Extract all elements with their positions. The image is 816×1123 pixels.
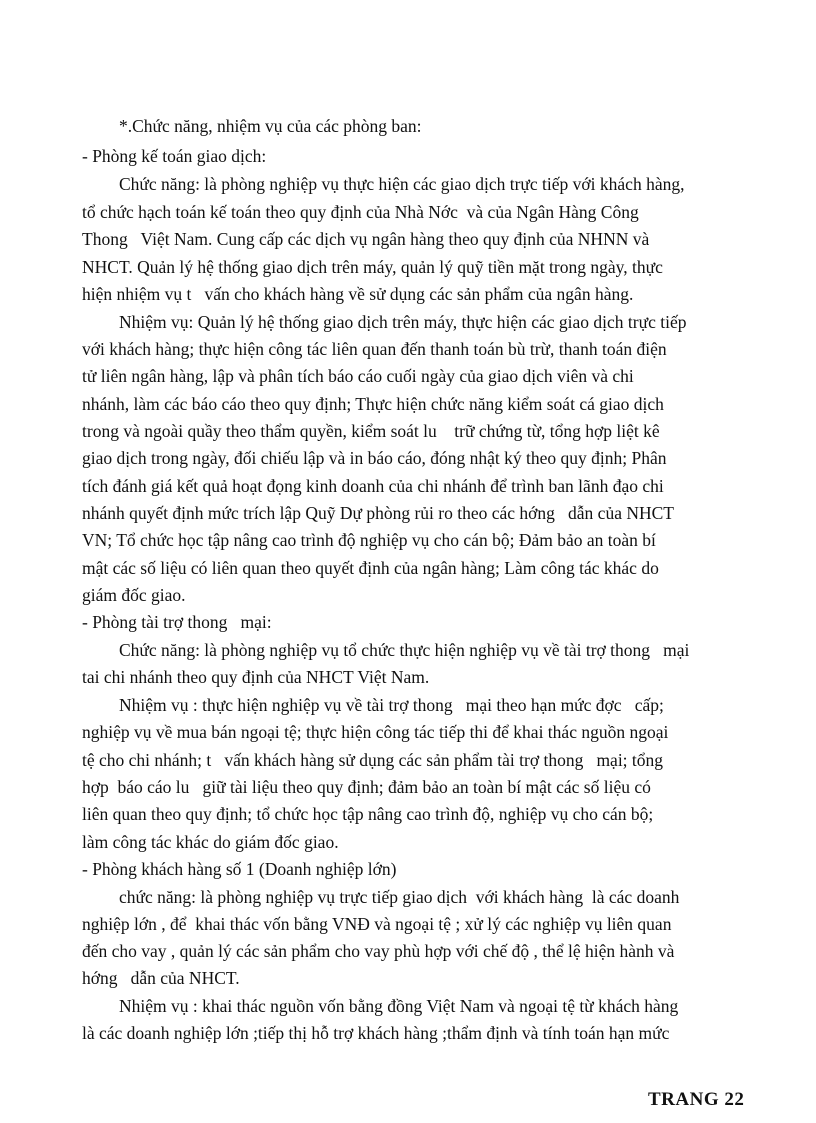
paragraph-line: Chức năng: là phòng nghiệp vụ tổ chức thực hiện nghiệp vụ về tài trợ thong mại	[119, 640, 690, 660]
subsection-heading: - Phòng kế toán giao dịch:	[82, 146, 267, 166]
paragraph-line: hợp báo cáo lu giữ tài liệu theo quy định; đảm bảo an toàn bí mật các số liệu có	[82, 777, 651, 797]
paragraph-line: với khách hàng; thực hiện công tác liên quan đến thanh toán bù trừ, thanh toán điện	[82, 339, 667, 359]
paragraph-line: liên quan theo quy định; tổ chức học tập nâng cao trình độ, nghiệp vụ cho cán bộ;	[82, 804, 654, 824]
subsection-heading: - Phòng tài trợ thong mại:	[82, 612, 272, 632]
paragraph-line: nhánh, làm các báo cáo theo quy định; Thực hiện chức năng kiểm soát cá giao dịch	[82, 394, 664, 414]
paragraph-line: là các doanh nghiệp lớn ;tiếp thị hỗ trợ khách hàng ;thẩm định và tính toán hạn mức	[82, 1023, 670, 1043]
paragraph-line: tử liên ngân hàng, lập và phân tích báo cáo cuối ngày của giao dịch viên và chi	[82, 366, 634, 386]
paragraph-line: đến cho vay , quản lý các sản phẩm cho vay phù hợp với chế độ , thể lệ hiện hành và	[82, 941, 675, 961]
paragraph-line: Nhiệm vụ : khai thác nguồn vốn bằng đồng Việt Nam và ngoại tệ từ khách hàng	[119, 996, 679, 1016]
paragraph-line: tệ cho chi nhánh; t vấn khách hàng sử dụng các sản phẩm tài trợ thong mại; tổng	[82, 750, 664, 770]
paragraph-line: NHCT. Quản lý hệ thống giao dịch trên máy, quản lý quỹ tiền mặt trong ngày, thực	[82, 257, 663, 277]
paragraph-line: tích đánh giá kết quả hoạt đọng kinh doanh của chi nhánh để trình ban lãnh đạo chi	[82, 476, 664, 496]
paragraph-line: giao dịch trong ngày, đối chiếu lập và in báo cáo, đóng nhật ký theo quy định; Phân	[82, 448, 667, 468]
paragraph-line: chức năng: là phòng nghiệp vụ trực tiếp giao dịch với khách hàng là các doanh	[119, 887, 680, 907]
paragraph-line: nghiệp vụ về mua bán ngoại tệ; thực hiện công tác tiếp thi để khai thác nguồn ngoại	[82, 722, 669, 742]
paragraph-line: làm công tác khác do giám đốc giao.	[82, 832, 339, 852]
paragraph-line: mật các số liệu có liên quan theo quyết định của ngân hàng; Làm công tác khác do	[82, 558, 659, 578]
paragraph-line: giám đốc giao.	[82, 585, 186, 605]
paragraph-line: tổ chức hạch toán kế toán theo quy định của Nhà Nớc và của Ngân Hàng Công	[82, 202, 639, 222]
paragraph-line: Nhiệm vụ: Quản lý hệ thống giao dịch trên máy, thực hiện các giao dịch trực tiếp	[119, 312, 687, 332]
paragraph-line: VN; Tổ chức học tập nâng cao trình độ nghiệp vụ cho cán bộ; Đảm bảo an toàn bí	[82, 530, 656, 550]
paragraph-line: hớng dẫn của NHCT.	[82, 968, 240, 988]
paragraph-line: trong và ngoài quầy theo thẩm quyền, kiểm soát lu trữ chứng từ, tổng hợp liệt kê	[82, 421, 660, 441]
paragraph-line: hiện nhiệm vụ t vấn cho khách hàng về sử dụng các sản phẩm của ngân hàng.	[82, 284, 634, 304]
section-heading: *.Chức năng, nhiệm vụ của các phòng ban:	[119, 116, 422, 136]
page-number-label: TRANG 22	[648, 1089, 745, 1110]
paragraph-line: Nhiệm vụ : thực hiện nghiệp vụ về tài trợ thong mại theo hạn mức đợc cấp;	[119, 695, 664, 715]
paragraph-line: nhánh quyết định mức trích lập Quỹ Dự phòng rủi ro theo các hớng dẫn của NHCT	[82, 503, 674, 523]
paragraph-line: Thong Việt Nam. Cung cấp các dịch vụ ngân hàng theo quy định của NHNN và	[82, 229, 650, 249]
paragraph-line: tai chi nhánh theo quy định của NHCT Việt Nam.	[82, 667, 430, 687]
paragraph-line: nghiệp lớn , để khai thác vốn bằng VNĐ và ngoại tệ ; xử lý các nghiệp vụ liên quan	[82, 914, 672, 934]
subsection-heading: - Phòng khách hàng số 1 (Doanh nghiệp lớn)	[82, 859, 397, 879]
paragraph-line: Chức năng: là phòng nghiệp vụ thực hiện các giao dịch trực tiếp với khách hàng,	[119, 174, 685, 194]
